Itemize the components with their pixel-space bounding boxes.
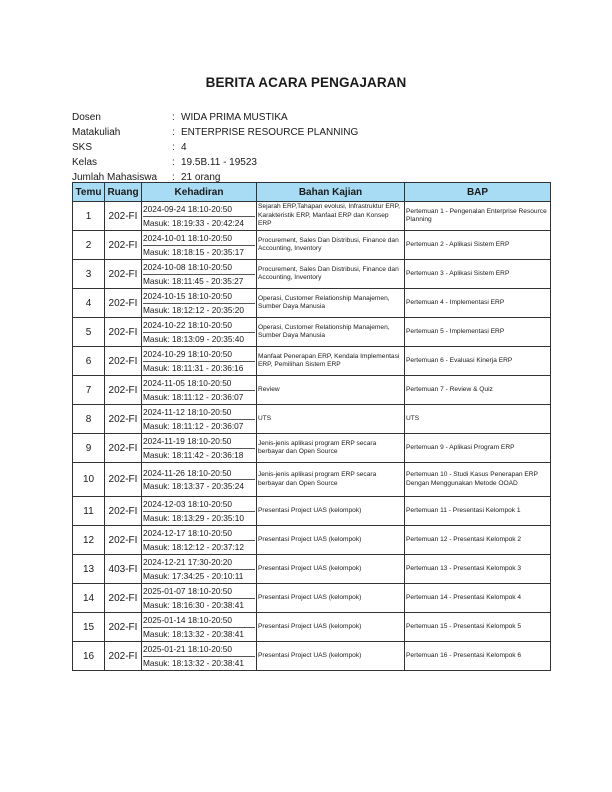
table-row <box>73 555 551 584</box>
material: Presentasi Project UAS (kelompok) <box>257 497 405 526</box>
info-label: SKS <box>72 142 93 153</box>
bap: Pertemuan 6 - Evaluasi Kinerja ERP <box>405 347 551 376</box>
check-in: Masuk: 17:34:25 - 20:10:11 <box>143 570 244 581</box>
info-label: Kelas <box>72 157 98 168</box>
room: 202-FI <box>105 584 142 613</box>
meeting-number: 10 <box>73 463 105 497</box>
material: Manfaat Penerapan ERP, Kendala Implementasi ERP, Pemilihan Sistem ERP <box>257 347 405 376</box>
bap: Pertemuan 2 - Aplikasi Sistem ERP <box>405 231 551 260</box>
material: Presentasi Project UAS (kelompok) <box>257 555 405 584</box>
room: 202-FI <box>105 347 142 376</box>
material: Jenis-jenis aplikasi program ERP secara berbayar dan Open Source <box>257 463 405 497</box>
header-bap: BAP <box>405 183 551 202</box>
table-row <box>73 497 551 526</box>
material: Operasi, Customer Relationship Manajemen, Sumber Daya Manusia <box>257 318 405 347</box>
info-value: WIDA PRIMA MUSTIKA <box>181 112 288 123</box>
document-title: BERITA ACARA PENGAJARAN <box>205 75 407 90</box>
attendance-cell <box>142 347 257 376</box>
check-in: Masuk: 18:13:32 - 20:38:41 <box>143 628 245 639</box>
schedule: 2024-12-21 17:30-20:20 <box>143 556 255 570</box>
room: 202-FI <box>105 405 142 434</box>
meeting-number: 2 <box>73 231 105 260</box>
schedule: 2024-10-08 18:10-20:50 <box>143 261 255 275</box>
attendance-cell <box>142 434 257 463</box>
check-in: Masuk: 18:16:30 - 20:38:41 <box>143 599 245 610</box>
meeting-number: 8 <box>73 405 105 434</box>
header-ruang: Ruang <box>105 183 142 202</box>
bap: Pertemuan 10 - Studi Kasus Penerapan ERP Dengan Menggunakan Metode OOAD <box>405 463 551 497</box>
table-row <box>73 318 551 347</box>
schedule: 2024-10-22 18:10-20:50 <box>143 319 255 333</box>
bap: Pertemuan 14 - Presentasi Kelompok 4 <box>405 584 551 613</box>
check-in: Masuk: 18:18:15 - 20:35:17 <box>143 246 245 257</box>
schedule: 2024-11-26 18:10-20:50 <box>143 467 255 481</box>
info-row-dosen <box>72 110 358 125</box>
check-in: Masuk: 18:13:09 - 20:35:40 <box>143 333 245 344</box>
room: 202-FI <box>105 463 142 497</box>
check-in: Masuk: 18:11:45 - 20:35:27 <box>143 275 244 286</box>
table-row <box>73 463 551 497</box>
room: 202-FI <box>105 318 142 347</box>
attendance-cell <box>142 318 257 347</box>
schedule: 2024-11-05 18:10-20:50 <box>143 377 255 391</box>
schedule: 2024-11-12 18:10-20:50 <box>143 406 255 420</box>
bap: Pertemuan 12 - Presentasi Kelompok 2 <box>405 526 551 555</box>
attendance-cell <box>142 405 257 434</box>
bap: Pertemuan 11 - Presentasi Kelompok 1 <box>405 497 551 526</box>
info-value: 4 <box>181 142 187 153</box>
schedule: 2024-10-15 18:10-20:50 <box>143 290 255 304</box>
table-row <box>73 376 551 405</box>
material: Review <box>257 376 405 405</box>
info-value: 19.5B.11 - 19523 <box>181 157 257 168</box>
table-row <box>73 584 551 613</box>
attendance-cell <box>142 260 257 289</box>
room: 202-FI <box>105 376 142 405</box>
meeting-number: 7 <box>73 376 105 405</box>
table-row <box>73 347 551 376</box>
bap: UTS <box>405 405 551 434</box>
attendance-cell <box>142 526 257 555</box>
check-in: Masuk: 18:11:42 - 20:36:18 <box>143 449 244 460</box>
info-label: Jumlah Mahasiswa <box>72 172 158 183</box>
info-label: Matakuliah <box>72 127 121 138</box>
check-in: Masuk: 18:11:31 - 20:36:16 <box>143 362 244 373</box>
material: Presentasi Project UAS (kelompok) <box>257 642 405 671</box>
info-colon: : <box>172 172 175 183</box>
schedule: 2024-12-17 18:10-20:50 <box>143 527 255 541</box>
info-value: ENTERPRISE RESOURCE PLANNING <box>181 127 359 138</box>
meeting-number: 16 <box>73 642 105 671</box>
bap: Pertemuan 5 - Implementasi ERP <box>405 318 551 347</box>
room: 202-FI <box>105 613 142 642</box>
schedule: 2024-10-01 18:10-20:50 <box>143 232 255 246</box>
header-kehadiran: Kehadiran <box>142 183 257 202</box>
schedule: 2024-10-29 18:10-20:50 <box>143 348 255 362</box>
bap: Pertemuan 4 - Implementasi ERP <box>405 289 551 318</box>
meeting-number: 14 <box>73 584 105 613</box>
meeting-number: 6 <box>73 347 105 376</box>
material: Operasi, Customer Relationship Manajemen, Sumber Daya Manusia <box>257 289 405 318</box>
room: 202-FI <box>105 260 142 289</box>
material: Presentasi Project UAS (kelompok) <box>257 526 405 555</box>
attendance-cell <box>142 463 257 497</box>
table-row <box>73 526 551 555</box>
room: 202-FI <box>105 289 142 318</box>
check-in: Masuk: 18:19:33 - 20:42:24 <box>143 217 245 228</box>
material: Procurement, Sales Dan Distribusi, Finance dan Accounting, Inventory <box>257 260 405 289</box>
table-row <box>73 231 551 260</box>
info-row-matakuliah <box>72 125 358 140</box>
material: Presentasi Project UAS (kelompok) <box>257 584 405 613</box>
schedule: 2024-09-24 18:10-20:50 <box>143 203 255 217</box>
schedule: 2024-11-19 18:10-20:50 <box>143 435 255 449</box>
info-colon: : <box>172 112 175 123</box>
schedule: 2025-01-14 18:10-20:50 <box>143 614 255 628</box>
info-colon: : <box>172 142 175 153</box>
attendance-cell <box>142 584 257 613</box>
bap: Pertemuan 3 - Aplikasi Sistem ERP <box>405 260 551 289</box>
meeting-number: 11 <box>73 497 105 526</box>
info-colon: : <box>172 127 175 138</box>
check-in: Masuk: 18:11:12 - 20:36:07 <box>143 391 244 402</box>
material: Procurement, Sales Dan Distribusi, Finance dan Accounting, Inventory <box>257 231 405 260</box>
meeting-number: 4 <box>73 289 105 318</box>
material: UTS <box>257 405 405 434</box>
info-row-kelas <box>72 155 358 170</box>
meeting-number: 9 <box>73 434 105 463</box>
bap: Pertemuan 15 - Presentasi Kelompok 5 <box>405 613 551 642</box>
bap: Pertemuan 7 - Review & Quiz <box>405 376 551 405</box>
room: 403-FI <box>105 555 142 584</box>
room: 202-FI <box>105 434 142 463</box>
check-in: Masuk: 18:11:12 - 20:36:07 <box>143 420 244 431</box>
material: Sejarah ERP,Tahapan evolusi, Infrastruktur ERP, Karakteristik ERP, Manfaat ERP dan Konsep ERP <box>257 202 405 231</box>
attendance-cell <box>142 289 257 318</box>
course-info <box>72 110 358 185</box>
info-value: 21 orang <box>181 172 221 183</box>
bap: Pertemuan 9 - Aplikasi Program ERP <box>405 434 551 463</box>
bap: Pertemuan 1 - Pengenalan Enterprise Resource Planning <box>405 202 551 231</box>
table-row <box>73 260 551 289</box>
material: Presentasi Project UAS (kelompok) <box>257 613 405 642</box>
attendance-cell <box>142 231 257 260</box>
meeting-number: 13 <box>73 555 105 584</box>
attendance-cell <box>142 642 257 671</box>
attendance-cell <box>142 202 257 231</box>
check-in: Masuk: 18:13:32 - 20:38:41 <box>143 657 245 668</box>
table-row <box>73 642 551 671</box>
table-row <box>73 289 551 318</box>
table-row <box>73 434 551 463</box>
check-in: Masuk: 18:12:12 - 20:35:20 <box>143 304 245 315</box>
attendance-cell <box>142 613 257 642</box>
room: 202-FI <box>105 497 142 526</box>
material: Jenis-jenis aplikasi program ERP secara berbayar dan Open Source <box>257 434 405 463</box>
table-row <box>73 613 551 642</box>
check-in: Masuk: 18:12:12 - 20:37:12 <box>143 541 245 552</box>
meeting-number: 12 <box>73 526 105 555</box>
schedule: 2025-01-07 18:10-20:50 <box>143 585 255 599</box>
table-row <box>73 405 551 434</box>
room: 202-FI <box>105 526 142 555</box>
attendance-table <box>72 182 551 671</box>
check-in: Masuk: 18:13:29 - 20:35:10 <box>143 512 245 523</box>
info-row-sks <box>72 140 358 155</box>
bap: Pertemuan 16 - Presentasi Kelompok 6 <box>405 642 551 671</box>
meeting-number: 1 <box>73 202 105 231</box>
check-in: Masuk: 18:13:37 - 20:35:24 <box>143 481 245 491</box>
attendance-cell <box>142 555 257 584</box>
room: 202-FI <box>105 202 142 231</box>
meeting-number: 15 <box>73 613 105 642</box>
room: 202-FI <box>105 231 142 260</box>
table-row <box>73 202 551 231</box>
info-colon: : <box>172 157 175 168</box>
info-label: Dosen <box>72 112 101 123</box>
meeting-number: 5 <box>73 318 105 347</box>
attendance-cell <box>142 497 257 526</box>
table-header-row <box>73 183 551 202</box>
room: 202-FI <box>105 642 142 671</box>
meeting-number: 3 <box>73 260 105 289</box>
bap: Pertemuan 13 - Presentasi Kelompok 3 <box>405 555 551 584</box>
schedule: 2024-12-03 18:10-20:50 <box>143 498 255 512</box>
schedule: 2025-01-21 18:10-20:50 <box>143 643 255 657</box>
attendance-cell <box>142 376 257 405</box>
header-temu: Temu <box>73 183 105 202</box>
header-bahan-kajian: Bahan Kajian <box>257 183 405 202</box>
